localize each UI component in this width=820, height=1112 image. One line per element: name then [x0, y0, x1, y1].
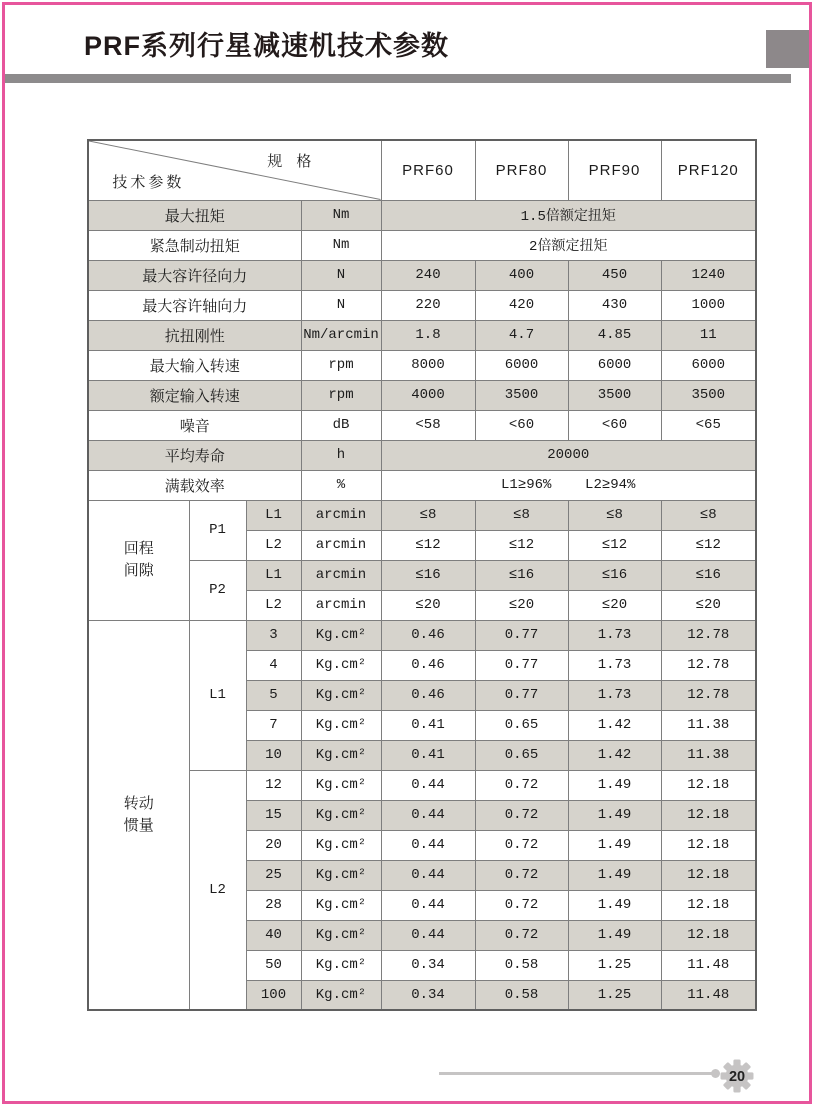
ratio-cell: 5	[246, 680, 301, 710]
value-cell: 0.41	[381, 740, 475, 770]
value-cell: 12.18	[661, 860, 756, 890]
section-label-line: 转动	[123, 794, 154, 812]
table-row	[88, 200, 756, 230]
unit-cell: Kg.cm²	[301, 680, 381, 710]
ratio-cell: 40	[246, 920, 301, 950]
section-label-line: 间隙	[123, 562, 154, 579]
ratio-cell: 4	[246, 650, 301, 680]
value-cell: ≤20	[475, 590, 568, 620]
param-name-cell: 抗扭刚性	[88, 320, 301, 350]
value-cell: ≤8	[568, 500, 661, 530]
value-cell: 0.41	[381, 710, 475, 740]
unit-cell: rpm	[301, 380, 381, 410]
value-cell: 400	[475, 260, 568, 290]
table-row	[88, 770, 756, 800]
ratio-cell: 28	[246, 890, 301, 920]
table-row	[88, 470, 756, 500]
page-title: PRF系列行星减速机技术参数	[84, 31, 449, 61]
table-row	[88, 380, 756, 410]
param-name-cell: 紧急制动扭矩	[88, 230, 301, 260]
ratio-cell: 7	[246, 710, 301, 740]
table-row	[88, 440, 756, 470]
unit-cell: Kg.cm²	[301, 830, 381, 860]
stage-group-cell: L2	[189, 770, 246, 1010]
value-cell: ≤8	[475, 500, 568, 530]
value-cell: ≤12	[475, 530, 568, 560]
unit-cell: Kg.cm²	[301, 650, 381, 680]
backlash-section-label-cell	[88, 500, 189, 620]
value-cell: 0.46	[381, 680, 475, 710]
model-header-cell: PRF60	[381, 140, 475, 200]
value-cell: 0.44	[381, 800, 475, 830]
value-cell: 0.44	[381, 770, 475, 800]
header-row	[88, 140, 756, 200]
model-header-cell: PRF80	[475, 140, 568, 200]
unit-cell: arcmin	[301, 530, 381, 560]
model-header-cell: PRF120	[661, 140, 756, 200]
value-cell: 0.72	[475, 770, 568, 800]
value-cell: 6000	[475, 350, 568, 380]
value-span-cell: 20000	[381, 440, 756, 470]
param-name-cell: 平均寿命	[88, 440, 301, 470]
inertia-section-label-cell	[88, 620, 189, 1010]
spec-table	[87, 139, 757, 1011]
param-label: 技术参数	[112, 173, 185, 191]
value-cell: ≤16	[381, 560, 475, 590]
footer-rule	[439, 1072, 715, 1075]
value-cell: <58	[381, 410, 475, 440]
unit-cell: Kg.cm²	[301, 740, 381, 770]
value-cell: 0.44	[381, 890, 475, 920]
ratio-cell: 10	[246, 740, 301, 770]
value-cell: 11.48	[661, 980, 756, 1010]
value-cell: 0.34	[381, 980, 475, 1010]
unit-cell: Nm	[301, 230, 381, 260]
table-row	[88, 560, 756, 590]
value-cell: 12.18	[661, 890, 756, 920]
value-cell: 0.44	[381, 920, 475, 950]
table-row	[88, 350, 756, 380]
param-name-cell: 满载效率	[88, 470, 301, 500]
section-label-line: 惯量	[123, 816, 154, 834]
unit-cell: Nm	[301, 200, 381, 230]
table-row	[88, 290, 756, 320]
value-cell: ≤16	[475, 560, 568, 590]
value-cell: ≤20	[568, 590, 661, 620]
diagonal-header-cell	[88, 140, 381, 200]
value-cell: ≤20	[381, 590, 475, 620]
precision-grade-cell: P1	[189, 500, 246, 560]
unit-cell: Kg.cm²	[301, 800, 381, 830]
stage-cell: L2	[246, 530, 301, 560]
value-cell: 240	[381, 260, 475, 290]
value-cell: 0.58	[475, 980, 568, 1010]
value-span-cell: 1.5倍额定扭矩	[381, 200, 756, 230]
value-cell: <60	[568, 410, 661, 440]
value-cell: 0.72	[475, 830, 568, 860]
unit-cell: Kg.cm²	[301, 920, 381, 950]
value-cell: ≤8	[381, 500, 475, 530]
title-underline	[5, 74, 791, 83]
value-cell: 420	[475, 290, 568, 320]
ratio-cell: 50	[246, 950, 301, 980]
value-cell: 11.38	[661, 740, 756, 770]
value-cell: 1.49	[568, 770, 661, 800]
value-cell: 12.18	[661, 800, 756, 830]
value-cell: 1.49	[568, 890, 661, 920]
unit-cell: dB	[301, 410, 381, 440]
value-cell: 12.18	[661, 830, 756, 860]
value-cell: 0.72	[475, 890, 568, 920]
value-cell: 0.44	[381, 830, 475, 860]
value-cell: 0.65	[475, 710, 568, 740]
param-name-cell: 最大输入转速	[88, 350, 301, 380]
table-row	[88, 500, 756, 530]
value-cell: 0.77	[475, 650, 568, 680]
value-cell: ≤16	[661, 560, 756, 590]
stage-cell: L2	[246, 590, 301, 620]
stage-cell: L1	[246, 560, 301, 590]
value-cell: ≤20	[661, 590, 756, 620]
value-cell: 12.78	[661, 650, 756, 680]
param-name-cell: 噪音	[88, 410, 301, 440]
unit-cell: Kg.cm²	[301, 770, 381, 800]
table-row	[88, 410, 756, 440]
value-cell: 6000	[661, 350, 756, 380]
value-cell: 450	[568, 260, 661, 290]
value-cell: <60	[475, 410, 568, 440]
value-cell: 12.18	[661, 920, 756, 950]
value-span-cell: 2倍额定扭矩	[381, 230, 756, 260]
unit-cell: Kg.cm²	[301, 950, 381, 980]
param-name-cell: 额定输入转速	[88, 380, 301, 410]
value-cell: 12.78	[661, 620, 756, 650]
ratio-cell: 100	[246, 980, 301, 1010]
value-cell: 1.25	[568, 950, 661, 980]
value-cell: 1.73	[568, 680, 661, 710]
value-cell: 1.49	[568, 830, 661, 860]
table-row	[88, 620, 756, 650]
value-cell: 220	[381, 290, 475, 320]
value-cell: 430	[568, 290, 661, 320]
value-cell: 12.18	[661, 770, 756, 800]
ratio-cell: 25	[246, 860, 301, 890]
value-cell: 0.46	[381, 620, 475, 650]
page-number: 20	[728, 1069, 746, 1086]
value-cell: 6000	[568, 350, 661, 380]
value-cell: 11	[661, 320, 756, 350]
value-cell: 11.38	[661, 710, 756, 740]
value-cell: 1.73	[568, 620, 661, 650]
ratio-cell: 12	[246, 770, 301, 800]
value-cell: 0.77	[475, 620, 568, 650]
ratio-cell: 15	[246, 800, 301, 830]
value-cell: 4000	[381, 380, 475, 410]
value-cell: 1000	[661, 290, 756, 320]
value-cell: ≤12	[568, 530, 661, 560]
value-cell: 0.72	[475, 920, 568, 950]
value-cell: 0.65	[475, 740, 568, 770]
value-cell: 1240	[661, 260, 756, 290]
param-name-cell: 最大容许径向力	[88, 260, 301, 290]
unit-cell: Kg.cm²	[301, 710, 381, 740]
unit-cell: N	[301, 290, 381, 320]
value-cell: ≤8	[661, 500, 756, 530]
value-cell: 1.49	[568, 860, 661, 890]
value-span-cell: L1≥96% L2≥94%	[381, 470, 756, 500]
table-row	[88, 230, 756, 260]
value-cell: 0.72	[475, 860, 568, 890]
value-cell: 1.42	[568, 740, 661, 770]
value-cell: ≤16	[568, 560, 661, 590]
ratio-cell: 20	[246, 830, 301, 860]
value-cell: ≤12	[661, 530, 756, 560]
value-cell: 1.73	[568, 650, 661, 680]
stage-cell: L1	[246, 500, 301, 530]
ratio-cell: 3	[246, 620, 301, 650]
value-cell: 0.44	[381, 860, 475, 890]
value-cell: 0.77	[475, 680, 568, 710]
unit-cell: N	[301, 260, 381, 290]
value-cell: 1.25	[568, 980, 661, 1010]
value-cell: 4.85	[568, 320, 661, 350]
value-cell: 0.34	[381, 950, 475, 980]
value-cell: <65	[661, 410, 756, 440]
section-label-line: 回程	[123, 540, 154, 557]
unit-cell: arcmin	[301, 590, 381, 620]
unit-cell: Kg.cm²	[301, 980, 381, 1010]
value-cell: 3500	[661, 380, 756, 410]
spec-label: 规 格	[267, 153, 317, 170]
unit-cell: arcmin	[301, 500, 381, 530]
value-cell: 3500	[475, 380, 568, 410]
corner-block	[766, 30, 812, 68]
unit-cell: Kg.cm²	[301, 890, 381, 920]
gear-icon	[718, 1057, 756, 1095]
value-cell: ≤12	[381, 530, 475, 560]
unit-cell: h	[301, 440, 381, 470]
unit-cell: Kg.cm²	[301, 860, 381, 890]
param-name-cell: 最大扭矩	[88, 200, 301, 230]
model-header-cell: PRF90	[568, 140, 661, 200]
stage-group-cell: L1	[189, 620, 246, 770]
table-row	[88, 320, 756, 350]
unit-cell: rpm	[301, 350, 381, 380]
value-cell: 1.49	[568, 920, 661, 950]
value-cell: 8000	[381, 350, 475, 380]
table-row	[88, 260, 756, 290]
value-cell: 1.49	[568, 800, 661, 830]
value-cell: 3500	[568, 380, 661, 410]
value-cell: 12.78	[661, 680, 756, 710]
value-cell: 4.7	[475, 320, 568, 350]
value-cell: 0.72	[475, 800, 568, 830]
value-cell: 1.42	[568, 710, 661, 740]
value-cell: 1.8	[381, 320, 475, 350]
unit-cell: arcmin	[301, 560, 381, 590]
value-cell: 0.46	[381, 650, 475, 680]
value-cell: 0.58	[475, 950, 568, 980]
param-name-cell: 最大容许轴向力	[88, 290, 301, 320]
unit-cell: %	[301, 470, 381, 500]
unit-cell: Nm/arcmin	[301, 320, 381, 350]
precision-grade-cell: P2	[189, 560, 246, 620]
unit-cell: Kg.cm²	[301, 620, 381, 650]
value-cell: 11.48	[661, 950, 756, 980]
